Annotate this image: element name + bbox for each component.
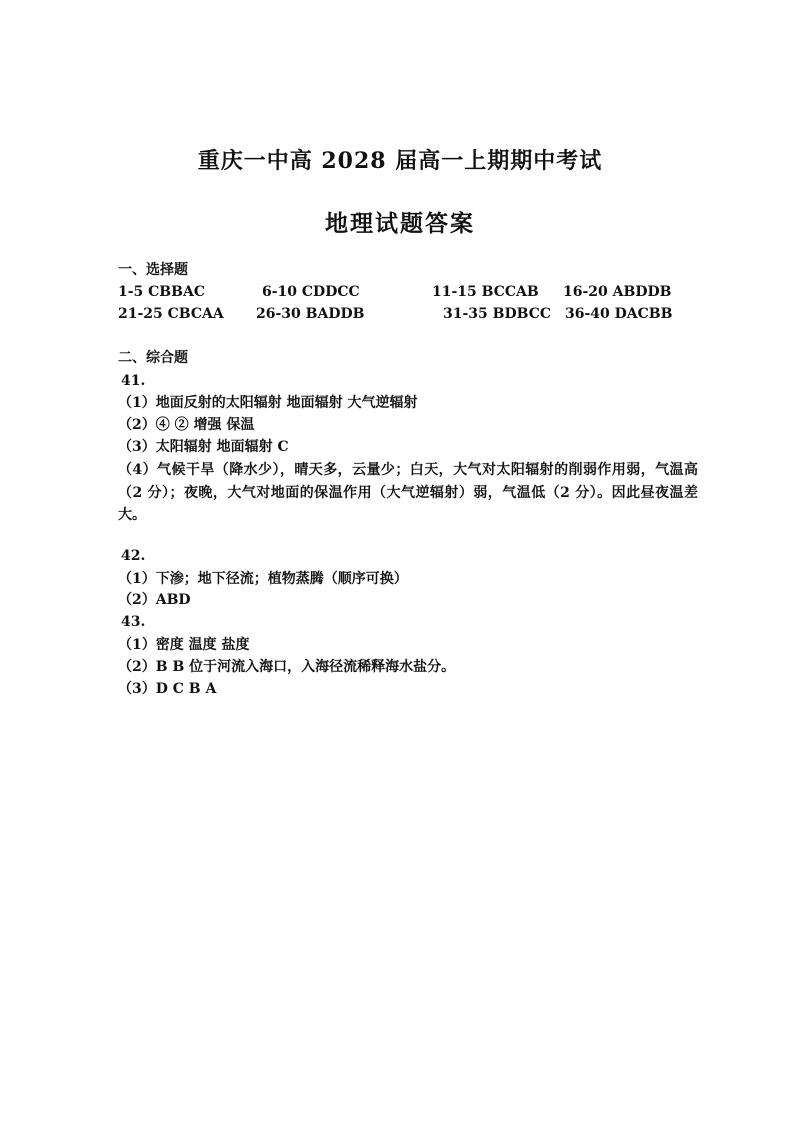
answer-group-11-15: 11-15 BCCAB (432, 284, 539, 300)
answer-group-31-35: 31-35 BDBCC (443, 306, 552, 322)
section-heading-choice: 一、选择题 (118, 262, 188, 278)
question-41-answer-4: （4）气候干旱（降水少），晴天多，云量少；白天，大气对太阳辐射的削弱作用弱，气温高（2 分）；夜晚，大气对地面的保温作用（大气逆辐射）弱，气温低（2 分）。因此昼夜温差大。 (118, 462, 698, 523)
section-heading-comprehensive: 二、综合题 (118, 350, 188, 366)
answer-group-36-40: 36-40 DACBB (565, 306, 673, 322)
question-41-number: 41. (121, 373, 146, 389)
question-43-answer-1: （1）密度 温度 盐度 (118, 637, 250, 653)
question-41-answer-3: （3）太阳辐射 地面辐射 C (118, 439, 289, 455)
question-42-number: 42. (121, 548, 146, 564)
question-42-answer-2: （2）ABD (118, 592, 191, 608)
answer-group-16-20: 16-20 ABDDB (563, 284, 672, 300)
question-43-answer-2: （2）B B 位于河流入海口，入海径流稀释海水盐分。 (118, 659, 456, 675)
question-43-number: 43. (121, 614, 146, 630)
answer-group-26-30: 26-30 BADDB (256, 306, 365, 322)
exam-subtitle: 地理试题答案 (325, 210, 475, 237)
answer-group-1-5: 1-5 CBBAC (118, 284, 205, 300)
answer-group-6-10: 6-10 CDDCC (262, 284, 360, 300)
exam-title: 重庆一中高 2028 届高一上期期中考试 (197, 148, 603, 174)
question-41-answer-2: （2）④ ② 增强 保温 (118, 417, 255, 433)
question-42-answer-1: （1）下渗；地下径流；植物蒸腾（顺序可换） (118, 571, 408, 587)
question-41-answer-1: （1）地面反射的太阳辐射 地面辐射 大气逆辐射 (118, 395, 418, 411)
answer-group-21-25: 21-25 CBCAA (118, 306, 224, 322)
question-43-answer-3: （3）D C B A (118, 681, 217, 697)
